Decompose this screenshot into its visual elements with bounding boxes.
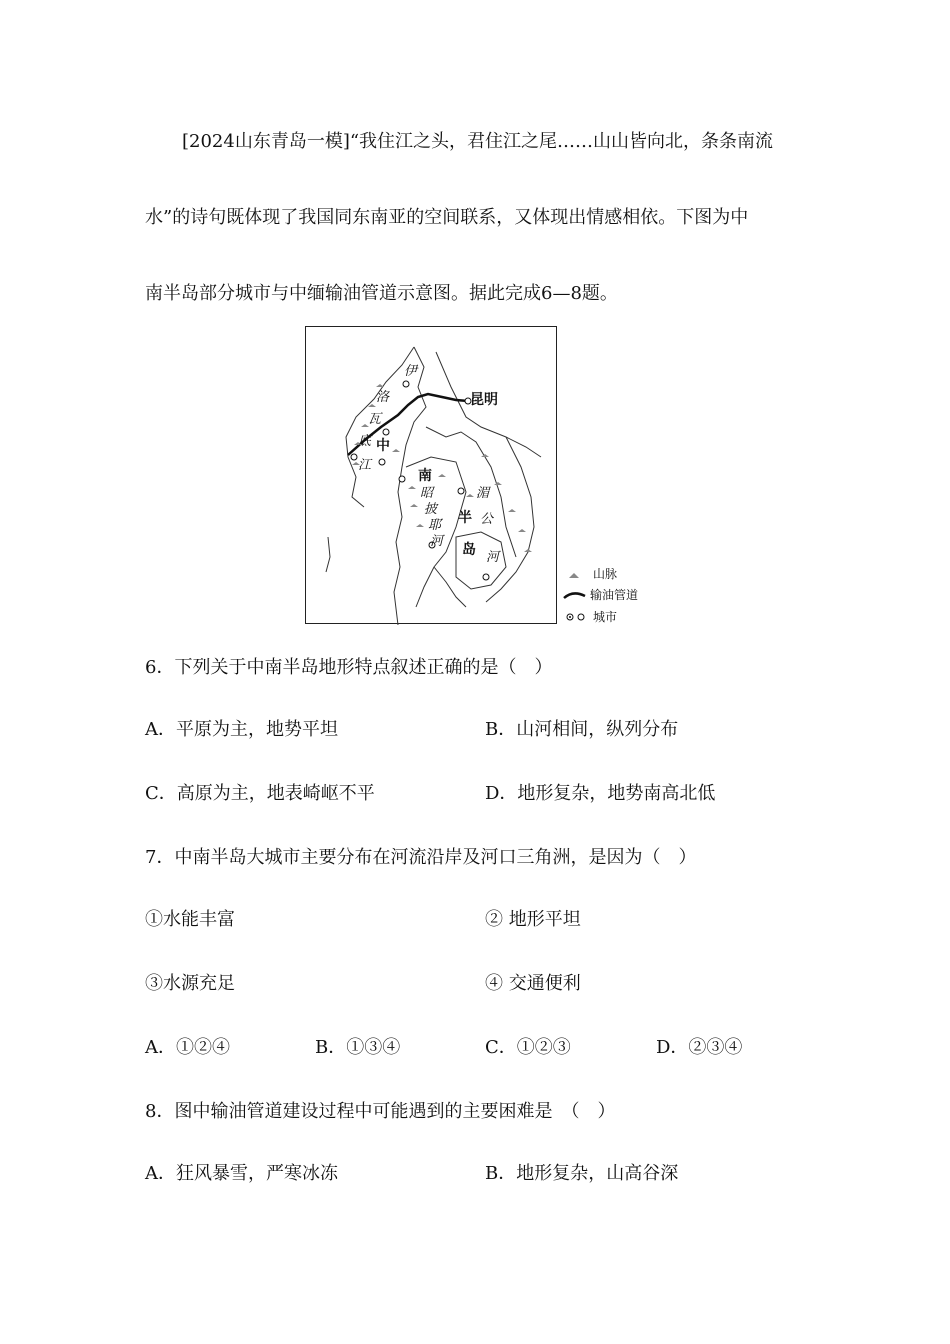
question-7-stem: 7．中南半岛大城市主要分布在河流沿岸及河口三角洲，是因为（ ） bbox=[145, 847, 697, 868]
label-mei: 湄 bbox=[476, 486, 490, 501]
question-6-option-b: B．山河相间，纵列分布 bbox=[485, 719, 679, 740]
label-pi: 披 bbox=[424, 502, 438, 517]
label-ye: 耶 bbox=[428, 518, 442, 533]
label-gong: 公 bbox=[480, 512, 494, 527]
question-7-item-3: ③水源充足 bbox=[145, 973, 235, 994]
intro-line-2: 水”的诗句既体现了我国同东南亚的空间联系，又体现出情感相依。下图为中 bbox=[145, 207, 749, 228]
city-6 bbox=[458, 488, 464, 494]
label-jiang: 江 bbox=[358, 458, 372, 473]
question-7-option-a: A．①②④ bbox=[145, 1037, 230, 1058]
vietnam-coast bbox=[486, 437, 534, 602]
label-luo: 洛 bbox=[376, 390, 390, 405]
question-7-option-b: B．①③④ bbox=[315, 1037, 401, 1058]
map-drawing bbox=[306, 327, 558, 625]
legend-mountain-icon bbox=[567, 570, 583, 580]
question-6-option-c: C．高原为主，地表崎岖不平 bbox=[145, 783, 375, 804]
question-7-item-1: ①水能丰富 bbox=[145, 909, 235, 930]
city-8 bbox=[483, 574, 489, 580]
city-5 bbox=[399, 476, 405, 482]
gulf-coast bbox=[434, 567, 466, 607]
label-di: 底 bbox=[358, 434, 372, 449]
question-7-item-2: ② 地形平坦 bbox=[485, 909, 581, 930]
question-7-item-4: ④ 交通便利 bbox=[485, 973, 581, 994]
intro-line-1: [2024山东青岛一模]“我住江之头，君住江之尾……山山皆向北，条条南流 bbox=[182, 131, 774, 152]
legend-pipeline-label: 输油管道 bbox=[590, 588, 639, 602]
city-3 bbox=[351, 454, 357, 460]
legend-city-icon bbox=[565, 612, 589, 622]
question-7-option-d: D．②③④ bbox=[656, 1037, 743, 1058]
label-zhao: 昭 bbox=[420, 486, 434, 501]
question-6-stem: 6．下列关于中南半岛地形特点叙述正确的是（ ） bbox=[145, 657, 553, 678]
intro-line-3: 南半岛部分城市与中缅输油管道示意图。据此完成6—8题。 bbox=[145, 283, 618, 304]
label-kunming: 昆明 bbox=[470, 392, 498, 408]
label-wa: 瓦 bbox=[368, 412, 382, 427]
label-he-1: 河 bbox=[430, 534, 444, 549]
question-8-stem: 8．图中输油管道建设过程中可能遇到的主要困难是 （ ） bbox=[145, 1101, 616, 1122]
city-4 bbox=[379, 459, 385, 465]
map-frame bbox=[305, 326, 557, 624]
label-nan: 南 bbox=[418, 468, 432, 484]
question-8-option-b: B．地形复杂，山高谷深 bbox=[485, 1163, 679, 1184]
label-zhong: 中 bbox=[376, 438, 390, 454]
city-1 bbox=[403, 381, 409, 387]
andaman-island bbox=[326, 537, 330, 572]
question-8-option-a: A．狂风暴雪，严寒冰冻 bbox=[145, 1163, 338, 1184]
question-6-option-d: D．地形复杂，地势南高北低 bbox=[485, 783, 716, 804]
legend-mountain-label: 山脉 bbox=[593, 567, 618, 581]
question-6-option-a: A．平原为主，地势平坦 bbox=[145, 719, 338, 740]
map-figure bbox=[305, 326, 645, 626]
label-yi: 伊 bbox=[404, 364, 418, 379]
city-2 bbox=[383, 429, 389, 435]
label-dao: 岛 bbox=[462, 542, 476, 558]
label-ban: 半 bbox=[458, 510, 472, 526]
label-he-2: 河 bbox=[486, 550, 500, 565]
mountain-markers bbox=[352, 384, 532, 552]
legend-city-label: 城市 bbox=[593, 610, 618, 624]
legend-pipeline-icon bbox=[563, 590, 587, 600]
question-7-option-c: C．①②③ bbox=[485, 1037, 571, 1058]
